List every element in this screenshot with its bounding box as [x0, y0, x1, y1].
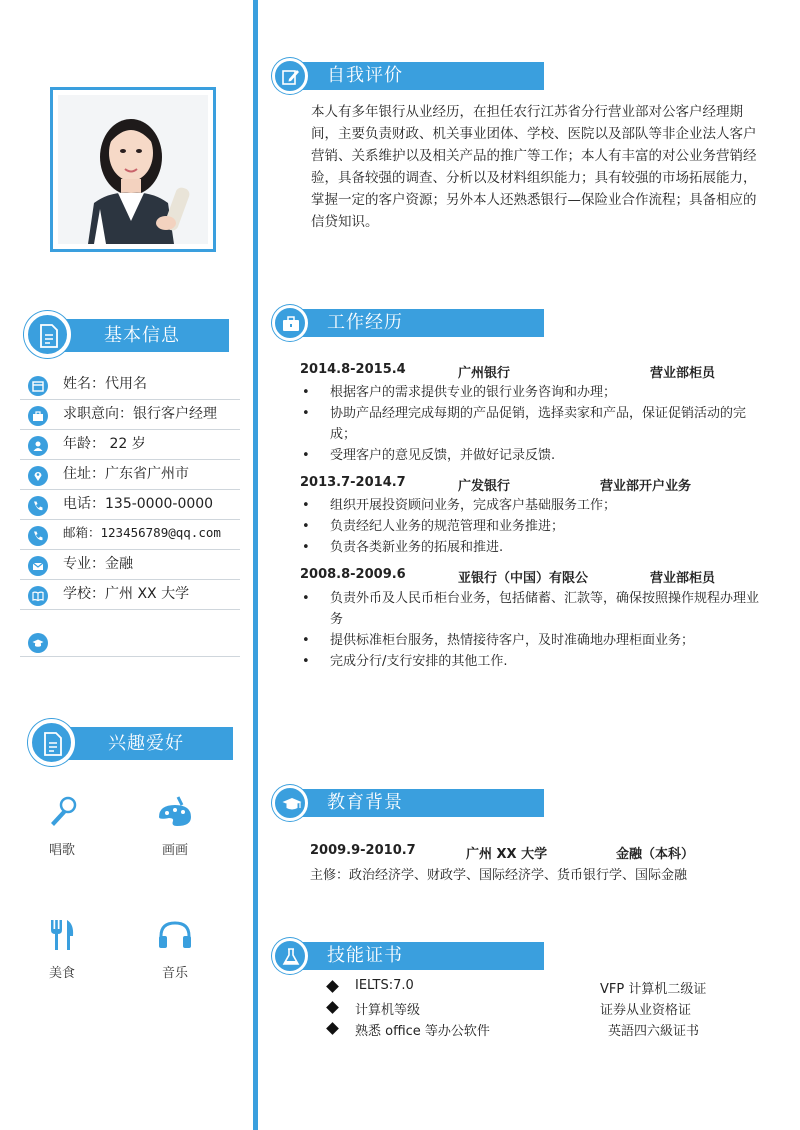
- duty-item: • 负责经纪人业务的规范管理和业务推进；: [300, 516, 760, 537]
- job-duties: [300, 495, 760, 558]
- hobby-label: 画画: [161, 843, 188, 858]
- edit-icon-badge: [272, 58, 308, 94]
- info-row-school: [20, 580, 240, 610]
- skill-left: IELTS:7.0: [355, 978, 414, 993]
- work-header: [272, 307, 544, 343]
- self-eval-header: [272, 60, 544, 96]
- info-text: 邮箱：123456789@qq.com: [63, 525, 221, 540]
- skills-title: 技能证书: [290, 942, 544, 970]
- person-icon: [28, 436, 48, 456]
- hobby-painting: [145, 795, 205, 858]
- calendar-icon: [28, 376, 48, 396]
- hobbies-header: [28, 719, 233, 759]
- job-company: 广州银行: [458, 366, 511, 381]
- work-title: 工作经历: [290, 309, 544, 337]
- location-icon: [28, 466, 48, 486]
- info-row-major: [20, 550, 240, 580]
- briefcase-icon: [28, 406, 48, 426]
- diamond-bullet-icon: [326, 1001, 339, 1014]
- flask-icon-badge: [272, 938, 308, 974]
- skill-left: 熟悉 office 等办公软件: [355, 1024, 490, 1039]
- skill-row: [328, 978, 748, 998]
- info-row-intent: [20, 400, 240, 430]
- palette-icon: [156, 795, 194, 829]
- phone-icon: [28, 496, 48, 516]
- job-position: 营业部柜员: [650, 366, 716, 381]
- self-eval-title: 自我评价: [290, 62, 544, 90]
- duty-item: • 根据客户的需求提供专业的银行业务咨询和办理；: [300, 382, 760, 403]
- education-degree: 金融（本科）: [616, 847, 695, 862]
- info-text: 电话：135-0000-0000: [63, 496, 214, 512]
- document-icon-badge: [28, 719, 75, 766]
- briefcase-icon: [282, 315, 300, 333]
- info-text: 专业：金融: [63, 556, 133, 572]
- info-row-education: [20, 627, 240, 657]
- diamond-bullet-icon: [326, 1022, 339, 1035]
- profile-photo-frame: [50, 87, 216, 252]
- duty-item: • 受理客户的意见反馈，并做好记录反馈.: [300, 445, 760, 466]
- info-row-address: [20, 460, 240, 490]
- education-major: 主修：政治经济学、财政学、国际经济学、货币银行学、国际金融: [310, 868, 688, 883]
- skill-right: 英語四六級证书: [608, 1024, 700, 1039]
- self-eval-text: 本人有多年银行从业经历，在担任农行江苏省分行营业部对公客户经理期间，主要负责财政、机关事业团体、学校、医院以及部队等非企业法人客户营销、关系维护以及相关产品的推广等工作；本人有丰富的对公业务营销经验，具备较强的调查、分析以及材料组织能力；具有较强的市场拓展能力，掌握一定的客户资源；另外本人还熟悉银行—保险业合作流程；具备相应的信贷知识。: [311, 104, 757, 230]
- envelope-icon: [28, 556, 48, 576]
- vertical-divider: [253, 0, 258, 1130]
- briefcase-icon-badge: [272, 305, 308, 341]
- job-period: 2014.8-2015.4: [300, 362, 406, 377]
- duty-item: • 完成分行/支行安排的其他工作.: [300, 651, 760, 672]
- info-row-name: [20, 370, 240, 400]
- cutlery-icon: [45, 918, 79, 952]
- info-text: 学校：广州 XX 大学: [63, 586, 190, 602]
- graduation-cap-icon: [282, 795, 302, 813]
- job-company: 广发银行: [458, 479, 511, 494]
- document-icon: [38, 324, 60, 348]
- basic-info-title: 基本信息: [64, 319, 229, 352]
- skill-right: 证券从业资格证: [600, 1003, 692, 1018]
- hobby-label: 音乐: [161, 966, 188, 981]
- diamond-bullet-icon: [326, 980, 339, 993]
- basic-info-header: [24, 311, 229, 351]
- info-text: 年龄： 22 岁: [63, 436, 146, 452]
- education-title: 教育背景: [290, 789, 544, 817]
- graduation-cap-icon: [28, 633, 48, 653]
- education-header: [272, 787, 544, 823]
- edit-icon: [282, 68, 300, 86]
- info-text: 求职意向：银行客户经理: [63, 406, 217, 422]
- duty-item: • 负责外币及人民币柜台业务，包括储蓄、汇款等，确保按照操作规程办理业务: [300, 588, 760, 630]
- skill-right: VFP 计算机二级证: [600, 982, 707, 997]
- info-text: 住址：广东省广州市: [63, 466, 189, 482]
- hobby-label: 唱歌: [48, 843, 75, 858]
- job-duties: [300, 588, 760, 672]
- info-row-email: [20, 520, 240, 550]
- job-duties: [300, 382, 760, 466]
- skill-left: 计算机等级: [355, 1003, 421, 1018]
- info-text: 姓名：代用名: [63, 376, 147, 392]
- skill-row: [328, 999, 748, 1019]
- skills-header: [272, 940, 544, 976]
- duty-item: • 负责各类新业务的拓展和推进.: [300, 537, 760, 558]
- job-company: 亚银行（中国）有限公: [458, 571, 589, 586]
- education-period: 2009.9-2010.7: [310, 843, 416, 858]
- book-icon: [28, 586, 48, 606]
- job-position: 营业部开户业务: [600, 479, 692, 494]
- document-icon-badge: [24, 311, 71, 358]
- job-period: 2013.7-2014.7: [300, 475, 406, 490]
- job-position: 营业部柜员: [650, 571, 716, 586]
- hobby-food: [32, 918, 92, 981]
- hobby-label: 美食: [48, 966, 75, 981]
- hobby-singing: [32, 795, 92, 858]
- flask-icon: [282, 948, 300, 966]
- document-icon: [42, 732, 64, 756]
- info-row-phone: [20, 490, 240, 520]
- duty-item: • 协助产品经理完成每期的产品促销，选择卖家和产品，保证促销活动的完成；: [300, 403, 760, 445]
- job-period: 2008.8-2009.6: [300, 567, 406, 582]
- duty-item: • 组织开展投资顾问业务，完成客户基础服务工作；: [300, 495, 760, 516]
- profile-photo: [58, 95, 208, 244]
- info-row-age: [20, 430, 240, 460]
- hobby-music: [145, 918, 205, 981]
- duty-item: • 提供标准柜台服务，热情接待客户，及时准确地办理柜面业务；: [300, 630, 760, 651]
- hobbies-title: 兴趣爱好: [68, 727, 233, 760]
- mail-icon: [28, 526, 48, 546]
- graduation-cap-icon-badge: [272, 785, 308, 821]
- microphone-icon: [45, 795, 79, 829]
- skill-row: [328, 1020, 748, 1040]
- headphones-icon: [156, 918, 194, 952]
- education-school: 广州 XX 大学: [466, 847, 548, 862]
